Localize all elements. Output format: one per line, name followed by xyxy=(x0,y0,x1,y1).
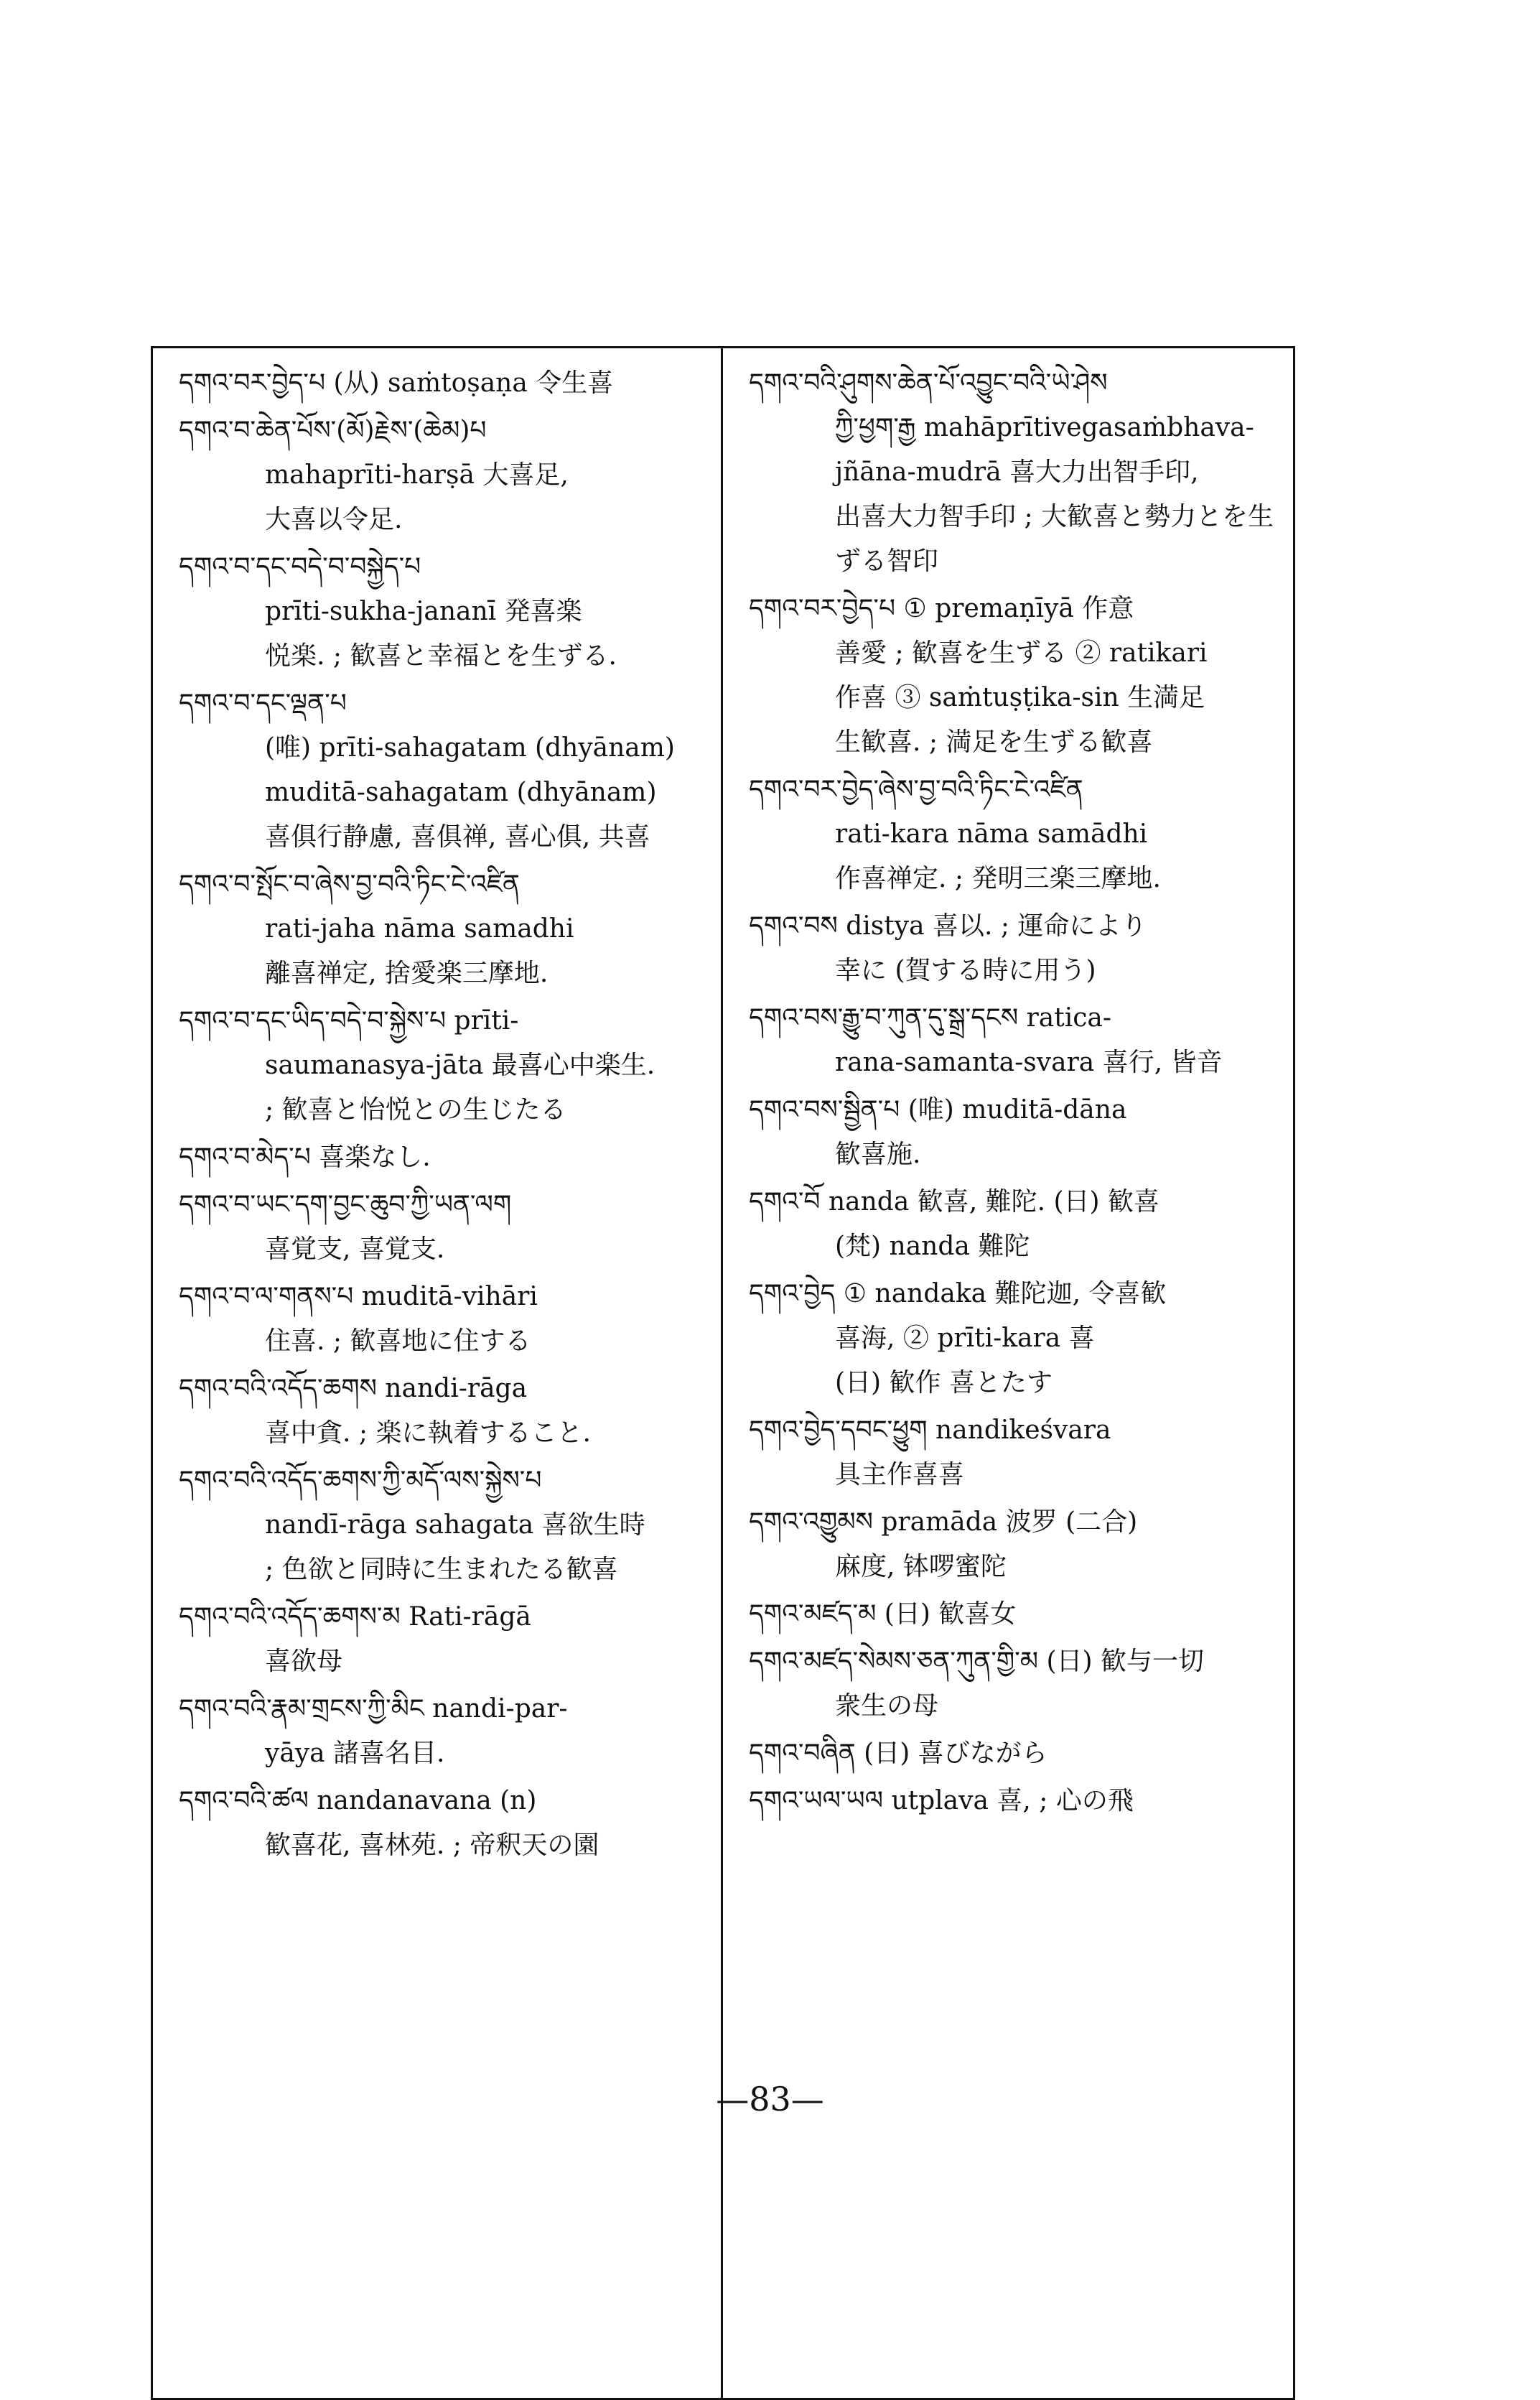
entry-gloss-line: 善愛 ; 歓喜を生ずる ② ratikari xyxy=(835,638,1208,668)
entry-gloss-line: saumanasya-jāta 最喜心中楽生. xyxy=(265,1051,655,1080)
entry-headword-line: དགའ་ཡལ་ཡལ utplava 喜, ; 心の飛 xyxy=(749,1786,1134,1815)
dictionary-entry xyxy=(179,1135,708,1180)
dictionary-entry xyxy=(179,409,708,542)
entry-gloss-line: 幸に (賀する時に用う) xyxy=(835,956,1096,985)
entry-gloss-line: 出喜大力智手印 ; 大歓喜と勢力とを生 xyxy=(835,502,1274,531)
entry-gloss-line: 喜俱行静慮, 喜俱禅, 喜心俱, 共喜 xyxy=(265,822,650,852)
dictionary-entry xyxy=(179,1183,708,1272)
dictionary-entry xyxy=(179,999,708,1132)
entry-gloss-line: (日) 歓作 喜とたす xyxy=(835,1368,1053,1397)
entry-gloss-line: 作喜 ③ saṁtuṣṭika-sin 生満足 xyxy=(835,683,1205,712)
dictionary-entry xyxy=(749,768,1280,901)
entry-gloss-line: rati-jaha nāma samadhi xyxy=(265,914,574,944)
entry-gloss-line: ; 色欲と同時に生まれたる歓喜 xyxy=(265,1555,618,1584)
entry-headword-line: དགའ་བཞིན (日) 喜びながら xyxy=(749,1739,1047,1768)
entry-gloss-line: (梵) nanda 難陀 xyxy=(835,1232,1030,1261)
entry-gloss-line: 離喜禅定, 捨愛楽三摩地. xyxy=(265,959,549,988)
entry-headword-line: དགའ་བ་དང་བདེ་བ་བསྐྱེད་པ xyxy=(179,552,421,582)
entry-gloss-line: nandī-rāga sahagata 喜欲生時 xyxy=(265,1510,645,1540)
entry-headword-line: དགའ་བའི་འདོད་ཆགས nandi-rāga xyxy=(179,1374,528,1403)
dictionary-entry xyxy=(749,1731,1280,1776)
dictionary-entry xyxy=(179,682,708,860)
entry-headword-line: དགའ་བའི་ཤུགས་ཆེན་པོ་འབྱུང་བའི་ཡེ་ཤེས xyxy=(749,368,1108,398)
entry-gloss-line: 喜中貪. ; 楽に執着すること. xyxy=(265,1418,591,1448)
dictionary-entry xyxy=(749,1500,1280,1589)
entry-headword-line: དགའ་བའི་འདོད་ཆགས་ཀྱི་མདོ་ལས་སྐྱེས་པ xyxy=(179,1466,542,1495)
dictionary-entry xyxy=(179,862,708,996)
entry-gloss-line: 衆生の母 xyxy=(835,1691,939,1721)
entry-headword-line: དགའ་བས་རྒྱུ་བ་ཀུན་དུ་སྒྲ་དངས ratica- xyxy=(749,1003,1112,1033)
dictionary-entry xyxy=(179,1459,708,1592)
entry-headword-line: དགའ་བ་སྤོང་བ་ཞེས་བྱ་བའི་ཏིང་ངེ་འཛིན xyxy=(179,870,520,899)
dictionary-entry xyxy=(749,904,1280,993)
dictionary-entry xyxy=(179,1275,708,1364)
entry-headword-line: དགའ་བ་ཆེན་པོས་(མོ)རྗེས་(ཆེམ)པ xyxy=(179,416,487,445)
entry-gloss-line: rati-kara nāma samādhi xyxy=(835,819,1148,849)
entry-gloss-line: ; 歓喜と怡悦との生じたる xyxy=(265,1095,566,1125)
entry-headword-line: དགའ་བས་སྦྱིན་པ (唯) muditā-dāna xyxy=(749,1095,1127,1125)
entry-gloss-line: 歓喜花, 喜林苑. ; 帝釈天の園 xyxy=(265,1831,599,1860)
entry-headword-line: དགའ་བ་དང་ལྡན་པ xyxy=(179,689,347,718)
entry-gloss-line: ずる智印 xyxy=(835,546,939,576)
entry-headword-line: དགའ་བས distya 喜以. ; 運命により xyxy=(749,911,1147,941)
entry-gloss-line: rana-samanta-svara 喜行, 皆音 xyxy=(835,1048,1223,1077)
entry-headword-line: དགའ་བ་དང་ཡིད་བདེ་བ་སྐྱེས་པ prīti- xyxy=(179,1006,519,1036)
entry-gloss-line: 麻度, 钵啰蜜陀 xyxy=(835,1552,1007,1581)
entry-headword-line: དགའ་བ་ཡང་དག་བྱང་ཆུབ་ཀྱི་ཡན་ལག xyxy=(179,1190,512,1219)
entry-gloss-line: 喜欲母 xyxy=(265,1647,343,1676)
entry-headword-line: དགའ་བའི་འདོད་ཆགས་མ Rati-rāgā xyxy=(179,1602,531,1632)
page-number: —83— xyxy=(716,2080,824,2118)
entry-headword-line: དགའ་བྱེད་དབང་ཕྱུག nandikeśvara xyxy=(749,1415,1111,1445)
entry-headword-line: དགའ་བྱེད ① nandaka 難陀迦, 令喜歓 xyxy=(749,1279,1167,1308)
entry-headword-line: དགའ་བར་བྱེད་པ (从) saṁtoṣaṇa 令生喜 xyxy=(179,368,614,398)
dictionary-entry xyxy=(179,1367,708,1456)
entry-headword-line: དགའ་བར་བྱེད་པ ① premaṇīyā 作意 xyxy=(749,594,1134,623)
entry-headword-line: དགའ་བ་མེད་པ 喜楽なし. xyxy=(179,1143,431,1172)
entry-gloss-line: jñāna-mudrā 喜大力出智手印, xyxy=(835,457,1199,487)
entry-gloss-line: 喜覚支, 喜覚支. xyxy=(265,1234,445,1264)
entry-headword-line: དགའ་བའི་ཚལ nandanavana (n) xyxy=(179,1786,537,1815)
entry-gloss-line: 悦楽. ; 歓喜と幸福とを生ずる. xyxy=(265,641,617,671)
dictionary-entry xyxy=(749,1180,1280,1269)
dictionary-entry xyxy=(749,1592,1280,1637)
entry-gloss-line: 具主作喜喜 xyxy=(835,1460,965,1489)
entry-gloss-line: muditā-sahagatam (dhyānam) xyxy=(265,778,657,807)
entry-headword-line: དགའ་བོ nanda 歓喜, 難陀. (日) 歓喜 xyxy=(749,1187,1160,1217)
dictionary-entry xyxy=(749,361,1280,584)
dictionary-entry xyxy=(179,361,708,406)
entry-headword-line: དགའ་མཛད་སེམས་ཅན་ཀུན་གྱི་མ (日) 歓与一切 xyxy=(749,1647,1205,1676)
dictionary-entry xyxy=(749,1272,1280,1405)
entry-gloss-line: yāya 諸喜名目. xyxy=(265,1739,445,1768)
dictionary-entry xyxy=(749,1639,1280,1729)
entry-headword-line: དགའ་མཛད་མ (日) 歓喜女 xyxy=(749,1599,1017,1629)
entry-gloss-line: ཀྱི་ཕྱག་རྒྱ mahāprītivegasaṁbhava- xyxy=(835,413,1254,442)
dictionary-entry xyxy=(179,545,708,679)
entry-headword-line: དགའ་བ་ལ་གནས་པ muditā-vihāri xyxy=(179,1282,538,1311)
dictionary-entry xyxy=(179,1779,708,1868)
entry-gloss-line: 歓喜施. xyxy=(835,1140,921,1169)
entry-gloss-line: mahaprīti-harṣā 大喜足, xyxy=(265,460,569,490)
dictionary-entry xyxy=(749,1779,1280,1823)
entry-headword-line: དགའ་བའི་རྣམ་གྲངས་ཀྱི་མིང nandi-par- xyxy=(179,1694,568,1724)
entry-gloss-line: (唯) prīti-sahagatam (dhyānam) xyxy=(265,733,675,763)
entry-headword-line: དགའ་བར་བྱེད་ཞེས་བྱ་བའི་ཏིང་ངེ་འཛིན xyxy=(749,775,1083,804)
dictionary-entry xyxy=(179,1595,708,1684)
entry-gloss-line: 作喜禅定. ; 発明三楽三摩地. xyxy=(835,864,1161,893)
entry-headword-line: དགའ་འགྱུམས pramāda 波罗 (二合) xyxy=(749,1507,1138,1537)
dictionary-entry xyxy=(749,587,1280,765)
entry-gloss-line: 住喜. ; 歓喜地に住する xyxy=(265,1326,531,1356)
entry-gloss-line: 生歓喜. ; 満足を生ずる歓喜 xyxy=(835,727,1153,757)
dictionary-entry xyxy=(179,1687,708,1776)
dictionary-entry xyxy=(749,1088,1280,1177)
entry-gloss-line: 大喜以令足. xyxy=(265,505,403,534)
dictionary-entry xyxy=(749,996,1280,1085)
dictionary-entry xyxy=(749,1408,1280,1497)
entry-gloss-line: prīti-sukha-jananī 発喜楽 xyxy=(265,597,582,626)
entry-gloss-line: 喜海, ② prīti-kara 喜 xyxy=(835,1324,1095,1353)
